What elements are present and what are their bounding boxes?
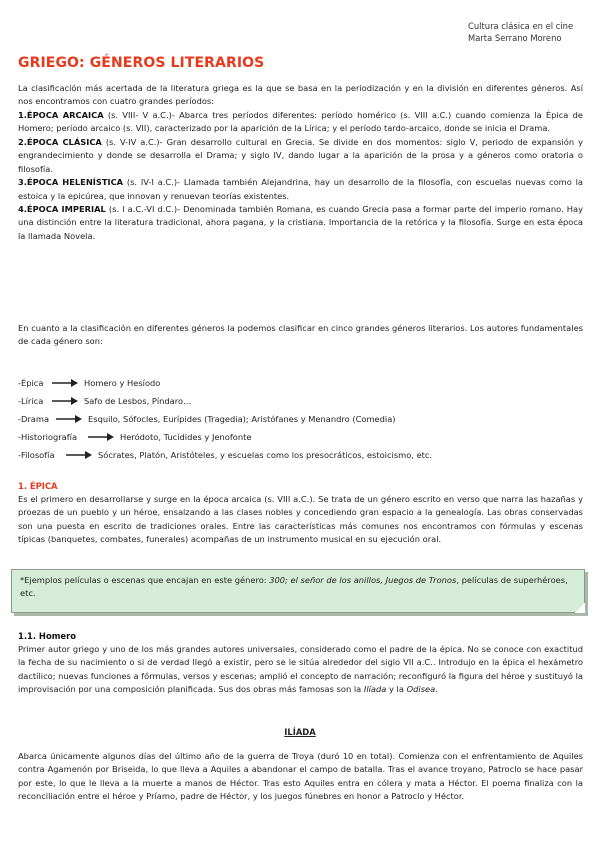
section-heading-epica: 1. ÉPICA: [18, 481, 58, 491]
period-clasica: 2.ÉPOCA CLÁSICA (s. V-IV a.C.)- Gran desarrollo cultural en Grecia. Se divide en dos momentos: siglo V, periodo de expansión y engrandecimiento y donde se desarrolla el Drama; y siglo IV, dando lugar a la aparición de la prosa y a géneros como oratoria o filosofía.: [18, 136, 584, 174]
genre-label: -Épica: [18, 378, 44, 388]
genre-row-historiografia: [18, 428, 583, 446]
genre-authors: Safo de Lesbos, Píndaro…: [84, 396, 192, 406]
note-suffix: , películas de superhéroes, etc.: [20, 575, 568, 599]
period-imperial: 4.ÉPOCA IMPERIAL (s. I a.C.-VI d.C.)- Denominada también Romana, es cuando Grecia pasa a formar parte del imperio romano. Hay una distinción entre la literatura tradicional, ahora pagana, y la cristiana. Importancia de la retórica y la filosofía. Surge en esta época la llamada Novela.: [18, 203, 583, 241]
work-iliada: Ilíada: [363, 684, 387, 695]
period-label: 1.ÉPOCA ARCAICA: [18, 109, 104, 120]
period-helenistica: 3.ÉPOCA HELENÍSTICA (s. IV-I a.C.)- Llamada también Alejandrina, hay un desarrollo de la filosofía, con escuelas nuevas como la estoica y la epicúrea, que innovan y renuevan teorías existentes.: [18, 177, 583, 201]
films-note-box: [11, 569, 585, 613]
genre-authors: Sócrates, Platón, Aristóteles, y escuelas como los presocráticos, estoicismo, etc.: [98, 450, 433, 460]
genre-row-epica: [18, 374, 583, 392]
period-label: 3.ÉPOCA HELENÍSTICA: [18, 177, 124, 188]
subsection-heading-homero: 1.1. Homero: [18, 631, 76, 641]
epica-paragraph: Es el primero en desarrollarse y surge en la época arcaica (s. VIII a.C.). Se trata de un género escrito en verso que narra las hazañas y proezas de un pueblo y un héroe, ensalzando a las clases nobles y concediendo gran espacio a la genealogía. Las obras conservadas son una puesta en escrito de tradiciones orales. Entre las características más comunes nos encontramos con fórmulas y escenas típicas (banquetes, combates, funerales) acompañas de un instrumento musical en su ejecución oral.: [18, 494, 583, 545]
intro-paragraph: La clasificación más acertada de la literatura griega es la que se basa en la periodización y en la división en diferentes géneros. Así nos encontramos con cuatro grandes períodos:: [18, 83, 583, 107]
note-films: 300; el señor de los anillos, Juegos de Tronos: [269, 575, 457, 585]
genre-label: -Lírica: [18, 396, 44, 406]
period-arcaica: 1.ÉPOCA ARCAICA (s. VIII- V a.C.)- Abarca tres períodos diferentes: período homérico (s. VIII a.C.) cuando comienza la Épica de Homero; período arcaico (s. VII), caracterizado por la aparición de la Lírica; y el período tardo-arcaico, donde se inicia el Drama.: [18, 109, 583, 134]
arrow-right-icon: [66, 447, 92, 465]
work-odisea: Odisea: [406, 684, 436, 695]
genre-row-drama: [18, 410, 583, 428]
genre-row-lirica: [18, 392, 583, 410]
genre-label: -Historiografía: [18, 432, 78, 442]
note-prefix: *Ejemplos películas o escenas que encajan en este género:: [20, 575, 270, 585]
period-label: 2.ÉPOCA CLÁSICA: [18, 136, 102, 147]
arrow-right-icon: [88, 429, 114, 447]
genre-authors: Esquilo, Sófocles, Eurípides (Tragedia); Aristófanes y Menandro (Comedia): [88, 414, 396, 424]
iliada-paragraph: Abarca únicamente algunos días del último año de la guerra de Troya (duró 10 en total). Comienza con el enfrentamiento de Aquiles contra Agamenón por Briseida, lo que lleva a Aquiles a abandonar el campo de batalla. Tras el avance troyano, Patroclo se hace pasar por este, lo que le lleva a la muerte a manos de Héctor. Tras esto Aquiles entra en cólera y mata a Héctor. El poema finaliza con la reconciliación entre el héroe y Príamo, padre de Héctor, y los juegos fúnebres en honor a Patroclo y Héctor.: [18, 751, 583, 802]
arrow-right-icon: [52, 375, 78, 393]
genre-label: -Filosofía: [18, 450, 55, 460]
page-header: [468, 20, 573, 44]
genre-authors: Homero y Hesíodo: [84, 378, 161, 388]
genre-list: [18, 374, 583, 464]
period-label: 4.ÉPOCA IMPERIAL: [18, 203, 106, 214]
arrow-right-icon: [56, 411, 82, 429]
header-author: Marta Serrano Moreno: [468, 33, 562, 44]
header-course: Cultura clásica en el cine: [468, 21, 574, 31]
homero-paragraph: Primer autor griego y uno de los más grandes autores universales, considerado como el padre de la épica. No se conoce con exactitud la fecha de su nacimiento o si de verdad llegó a existir, pero se le sitúa alrededor del siglo VII a.C.. Introdujo en la épica el hexámetro dactílico; nuevas funciones a fórmulas, versos y escenas; amplió el concepto de narración; reconfiguró la figura del héroe y sustituyó la improvisación por una composición planificada. Sus dos obras más famosas son la Ilíada y la Odisea.: [18, 644, 583, 695]
genre-label: -Drama: [18, 414, 50, 424]
genre-row-filosofia: [18, 446, 583, 464]
arrow-right-icon: [52, 393, 78, 411]
page-fold-decoration: [575, 603, 585, 613]
iliada-title: ILÍADA: [284, 727, 316, 737]
genre-authors: Heródoto, Tucídides y Jenofonte: [120, 432, 252, 442]
page-title: GRIEGO: GÉNEROS LITERARIOS: [18, 55, 265, 71]
classification-intro: En cuanto a la clasificación en diferentes géneros la podemos clasificar en cinco grandes géneros literarios. Los autores fundamentales de cada género son:: [18, 323, 583, 347]
periods-block: [18, 82, 583, 243]
